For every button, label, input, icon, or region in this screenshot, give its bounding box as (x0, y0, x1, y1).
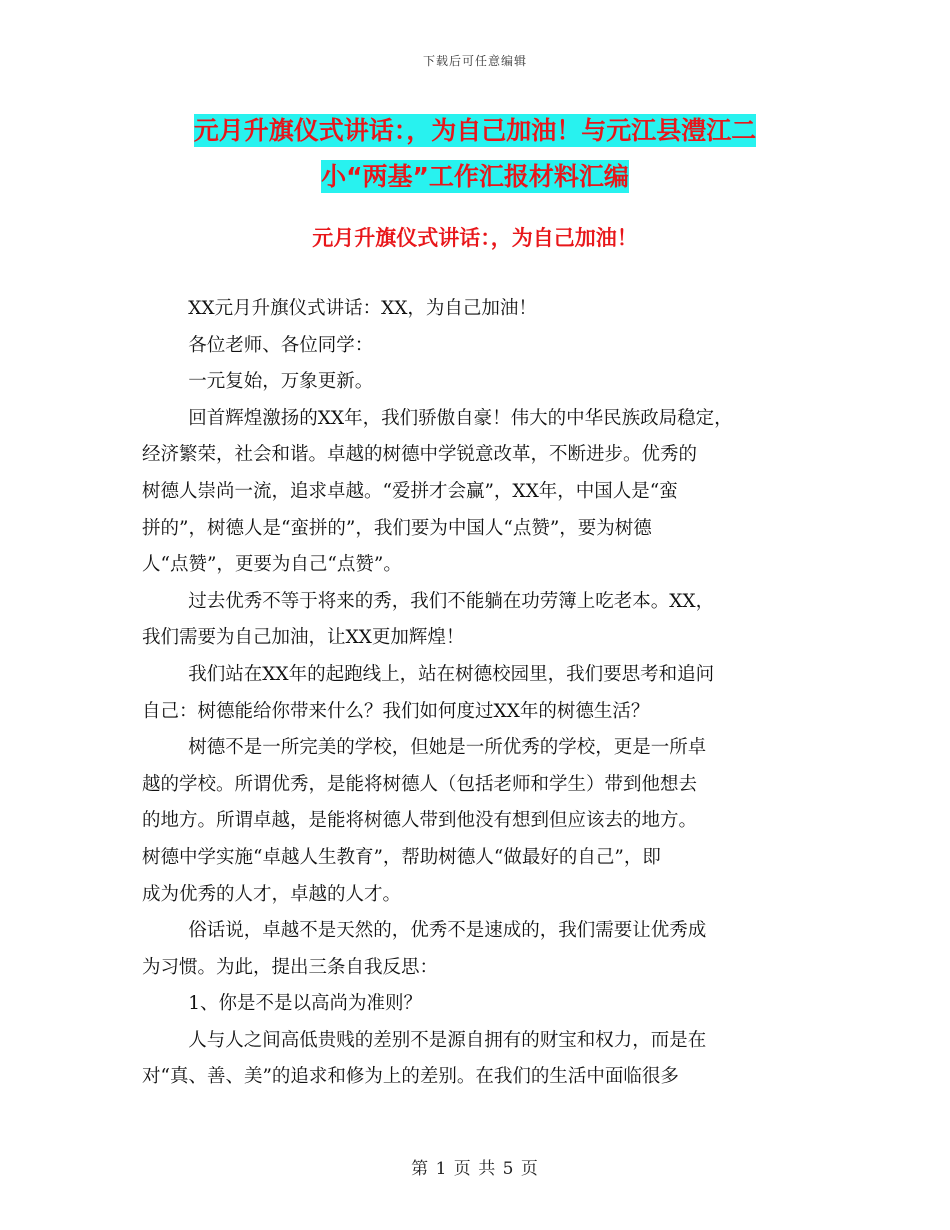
paragraph: 俗话说，卓越不是天然的，优秀不是速成的，我们需要让优秀成 为习惯。为此，提出三条自我反思： (142, 920, 707, 978)
paragraph: 我们站在XX年的起跑线上，站在树德校园里，我们要思考和追问 自己：树德能给你带来什么？我们如何度过XX年的树德生活？ (142, 663, 715, 722)
paragraph: 各位老师、各位同学： (188, 334, 374, 356)
body-text (142, 291, 812, 1096)
paragraph: 过去优秀不等于将来的秀，我们不能躺在功劳簿上吃老本。XX， 我们需要为自己加油，让XX更加辉煌！ (142, 590, 715, 649)
document-title (0, 108, 950, 200)
header-note: 下载后可任意编辑 (422, 54, 527, 68)
paragraph: 人与人之间高低贵贱的差别不是源自拥有的财宝和权力，而是在 对“真、善、美”的追求和修为上的差别。在我们的生活中面临很多 (142, 1029, 707, 1088)
paragraph: 回首辉煌激扬的XX年，我们骄傲自豪！伟大的中华民族政局稳定， 经济繁荣，社会和谐。卓越的树德中学锐意改革，不断进步。优秀的 树德人崇尚一流，追求卓越。“爱拼才会赢”，XX年，中国人是“蛮 拼的”，树德人是“蛮拼的”，我们要为中国人“点赞”，要为树德 人“点赞”，更要为自己“点赞”。 (142, 407, 733, 576)
document-title-line-1: 元月升旗仪式讲话：，为自己加油！与元江县澧江二 (193, 116, 757, 145)
paragraph: 1、你是不是以高尚为准则？ (188, 993, 423, 1015)
document-title-line-2: 小“两基”工作汇报材料汇编 (321, 162, 629, 191)
paragraph: 树德不是一所完美的学校，但她是一所优秀的学校，更是一所卓 越的学校。所谓优秀，是能将树德人（包括老师和学生）带到他想去 的地方。所谓卓越，是能将树德人带到他没有想到但应该去的地方。 树德中学实施“卓越人生教育”，帮助树德人“做最好的自己”，即 成为优秀的人才，卓越的人才。 (142, 737, 707, 905)
section-title: 元月升旗仪式讲话：，为自己加油！ (312, 226, 638, 250)
paragraph: 一元复始，万象更新。 (188, 371, 374, 393)
page-footer: 第 1 页 共 5 页 (411, 1159, 539, 1179)
paragraph: XX元月升旗仪式讲话：XX，为自己加油！ (188, 298, 537, 319)
